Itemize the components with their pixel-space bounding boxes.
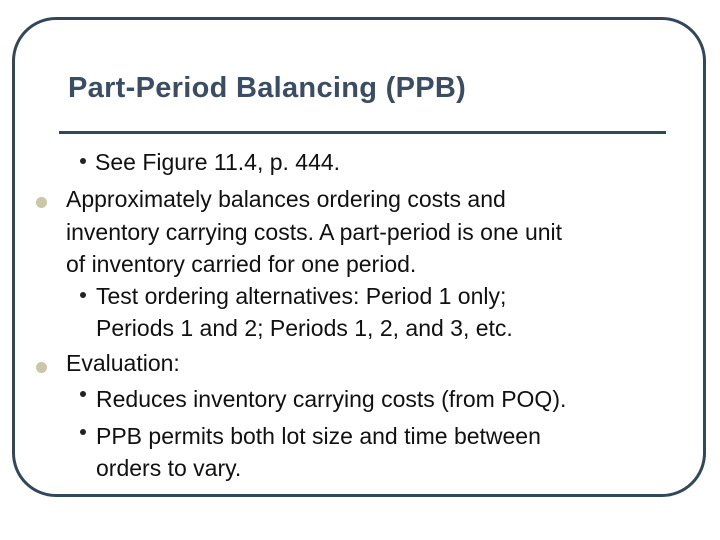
title-divider (59, 131, 666, 134)
bullet-dot (36, 362, 47, 373)
sub-bullet-dot (80, 391, 86, 397)
bullet-evaluation-label: Evaluation: (66, 350, 180, 376)
slide-title: Part-Period Balancing (PPB) (68, 72, 467, 104)
sub-bullet-ppb-permits-line-2: orders to vary. (96, 455, 242, 481)
bullet-ppb-description-line-2: inventory carrying costs. A part-period is one unit (66, 219, 563, 245)
sub-bullet-dot (80, 292, 86, 298)
sub-bullet-dot (80, 429, 86, 435)
sub-bullet-figure-reference: See Figure 11.4, p. 444. (95, 149, 341, 175)
sub-bullet-test-alternatives-line-1: Test ordering alternatives: Period 1 only; (96, 283, 507, 309)
sub-bullet-ppb-permits-line-1: PPB permits both lot size and time between (96, 423, 541, 449)
bullet-ppb-description-line-3: of inventory carried for one period. (66, 251, 417, 277)
sub-bullet-reduces-costs: Reduces inventory carrying costs (from POQ). (96, 386, 567, 412)
bullet-dot (36, 197, 47, 208)
sub-bullet-dot (80, 158, 86, 164)
sub-bullet-test-alternatives-line-2: Periods 1 and 2; Periods 1, 2, and 3, etc. (96, 315, 513, 341)
bullet-ppb-description-line-1: Approximately balances ordering costs and (66, 186, 506, 212)
